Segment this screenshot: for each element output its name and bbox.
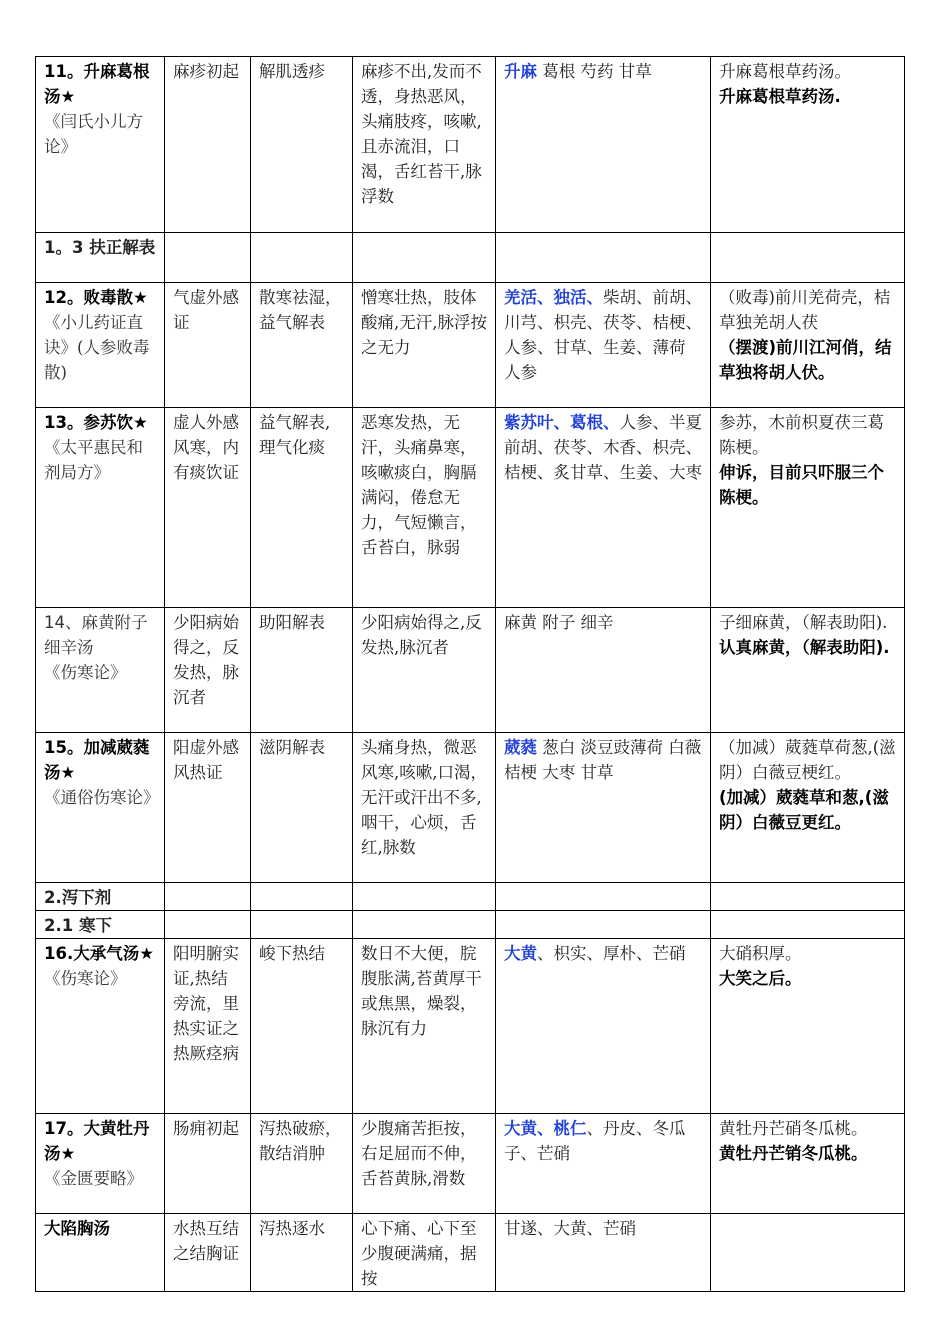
herbs-rest: 柴胡、前胡、川芎、枳壳、茯苓、桔梗、人参、甘草、生姜、薄荷 人参 [504, 288, 702, 382]
symptoms-cell: 麻疹不出,发而不透，身热恶风，头痛肢疼，咳嗽,且赤流泪，口渴，舌红苔干,脉浮数 [353, 57, 496, 233]
formula-source: 《伤寒论》 [44, 663, 127, 682]
table-row [36, 939, 905, 1114]
mnemonic-cell [711, 939, 905, 1114]
formula-name: 17。大黄牡丹汤★ [44, 1119, 150, 1163]
symptoms-cell: 头痛身热，微恶风寒,咳嗽,口渴，无汗或汗出不多,咽干，心烦，舌红,脉数 [353, 733, 496, 883]
mnemonic-text: 升麻葛根草药汤。 [719, 62, 851, 81]
herbs-cell [496, 1214, 711, 1292]
herbs-cell [496, 733, 711, 883]
syndrome-cell: 阳虚外感风热证 [165, 733, 251, 883]
syndrome-cell: 阳明腑实证,热结旁流，里热实证之热厥痉病 [165, 939, 251, 1114]
symptoms-cell: 恶寒发热，无汗，头痛鼻寒，咳嗽痰白，胸膈满闷，倦怠无力，气短懒言，舌苔白，脉弱 [353, 408, 496, 608]
formula-name: 11。升麻葛根汤★ [44, 62, 150, 106]
herbs-cell [496, 608, 711, 733]
function-cell: 滋阴解表 [251, 733, 353, 883]
table-row [36, 57, 905, 233]
syndrome-cell: 麻疹初起 [165, 57, 251, 233]
syndrome-cell: 肠痈初起 [165, 1114, 251, 1214]
mnemonic-cell [711, 1114, 905, 1214]
syndrome-cell: 少阳病始得之，反发热，脉沉者 [165, 608, 251, 733]
herbs-key: 葳蕤 [504, 738, 537, 757]
formula-source: 《闫氏小儿方论》 [44, 112, 143, 156]
symptoms-cell: 心下痛、心下至少腹硬满痛，据按 [353, 1214, 496, 1292]
herbs-key: 大黄、桃仁 [504, 1119, 587, 1138]
formula-name-cell [36, 283, 165, 408]
mnemonic-bold: 黄牡丹芒销冬瓜桃。 [719, 1144, 868, 1163]
mnemonic-cell [711, 57, 905, 233]
table-row [36, 408, 905, 608]
mnemonic-text: 黄牡丹芒硝冬瓜桃。 [719, 1119, 868, 1138]
function-cell: 峻下热结 [251, 939, 353, 1114]
formula-table [35, 56, 905, 1292]
formula-name-cell [36, 1214, 165, 1292]
formula-source: 《伤寒论》 [44, 969, 127, 988]
formula-source: 《通俗伤寒论》 [44, 788, 160, 807]
syndrome-cell: 水热互结之结胸证 [165, 1214, 251, 1292]
section-row [36, 233, 905, 283]
function-cell: 解肌透疹 [251, 57, 353, 233]
formula-name-cell [36, 733, 165, 883]
table-row [36, 733, 905, 883]
formula-source: 《金匮要略》 [44, 1169, 143, 1188]
mnemonic-text: 大硝积厚。 [719, 944, 802, 963]
symptoms-cell: 数日不大便，脘腹胀满,苔黄厚干或焦黑，燥裂，脉沉有力 [353, 939, 496, 1114]
formula-name-cell [36, 408, 165, 608]
mnemonic-text: （加减）葳蕤草荷葱,(滋阴）白薇豆梗红。 [719, 738, 896, 782]
section-row [36, 911, 905, 939]
formula-name-cell [36, 1114, 165, 1214]
herbs-key: 羌活、独活、 [504, 288, 603, 307]
mnemonic-text: （败毒)前川羌荷壳，桔草独羌胡人茯 [719, 288, 891, 332]
herbs-rest: 麻黄 附子 细辛 [504, 613, 614, 632]
formula-name: 16.大承气汤★ [44, 944, 155, 963]
formula-name: 12。败毒散★ [44, 288, 148, 307]
function-cell: 益气解表,理气化痰 [251, 408, 353, 608]
section-heading: 2.1 寒下 [36, 911, 165, 939]
mnemonic-bold: （摆渡)前川江河俏，结草独将胡人伏。 [719, 338, 892, 382]
section-row [36, 883, 905, 911]
mnemonic-cell [711, 608, 905, 733]
herbs-rest: 甘遂、大黄、芒硝 [504, 1219, 636, 1238]
herbs-cell [496, 57, 711, 233]
formula-name: 14、麻黄附子细辛汤 [44, 613, 148, 657]
mnemonic-text: 子细麻黄，（解表助阳). [719, 613, 888, 632]
mnemonic-cell [711, 408, 905, 608]
mnemonic-bold: 升麻葛根草药汤. [719, 87, 841, 106]
syndrome-cell: 气虚外感证 [165, 283, 251, 408]
formula-source: 《小儿药证直诀》(人参败毒散) [44, 313, 150, 382]
formula-name: 15。加减葳蕤汤★ [44, 738, 150, 782]
mnemonic-bold: 大笑之后。 [719, 969, 802, 988]
table-row [36, 1214, 905, 1292]
herbs-rest: 葛根 芍药 甘草 [537, 62, 652, 81]
table-row [36, 283, 905, 408]
herbs-key: 大黄 [504, 944, 537, 963]
syndrome-cell: 虚人外感风寒，内有痰饮证 [165, 408, 251, 608]
mnemonic-cell [711, 733, 905, 883]
formula-name-cell [36, 608, 165, 733]
herbs-key: 紫苏叶、葛根、 [504, 413, 620, 432]
section-heading: 1。3 扶正解表 [36, 233, 165, 283]
herbs-rest: 、丹皮、冬瓜子、芒硝 [504, 1119, 686, 1163]
symptoms-cell: 少阳病始得之,反发热,脉沉者 [353, 608, 496, 733]
formula-name: 大陷胸汤 [44, 1219, 110, 1238]
formula-name-cell [36, 57, 165, 233]
function-cell: 散寒祛湿，益气解表 [251, 283, 353, 408]
table-row [36, 1114, 905, 1214]
symptoms-cell: 少腹痛苦拒按，右足屈而不伸，舌苔黄脉,滑数 [353, 1114, 496, 1214]
herbs-cell [496, 1114, 711, 1214]
section-heading-main: 2.泻下剂 [36, 883, 165, 911]
herbs-rest: 、枳实、厚朴、芒硝 [537, 944, 686, 963]
herbs-key: 升麻 [504, 62, 537, 81]
function-cell: 泻热破瘀，散结消肿 [251, 1114, 353, 1214]
mnemonic-text: 参苏，木前枳夏茯三葛陈梗。 [719, 413, 884, 457]
table-row [36, 608, 905, 733]
symptoms-cell: 憎寒壮热，肢体酸痛,无汗,脉浮按之无力 [353, 283, 496, 408]
function-cell: 助阳解表 [251, 608, 353, 733]
mnemonic-cell [711, 1214, 905, 1292]
mnemonic-bold: (加减）葳蕤草和葱,(滋阴）白薇豆更红。 [719, 788, 889, 832]
mnemonic-cell [711, 283, 905, 408]
mnemonic-bold: 伸诉，目前只吓服三个陈梗。 [719, 463, 884, 507]
herbs-cell [496, 283, 711, 408]
formula-source: 《太平惠民和剂局方》 [44, 438, 143, 482]
mnemonic-bold: 认真麻黄，（解表助阳). [719, 638, 890, 657]
herbs-cell [496, 939, 711, 1114]
formula-name: 13。参苏饮★ [44, 413, 148, 432]
herbs-cell [496, 408, 711, 608]
herbs-rest: 人参、半夏 前胡、茯苓、木香、枳壳、桔梗、炙甘草、生姜、大枣 [504, 413, 702, 482]
function-cell: 泻热逐水 [251, 1214, 353, 1292]
herbs-rest: 葱白 淡豆豉薄荷 白薇 桔梗 大枣 甘草 [504, 738, 702, 782]
formula-name-cell [36, 939, 165, 1114]
